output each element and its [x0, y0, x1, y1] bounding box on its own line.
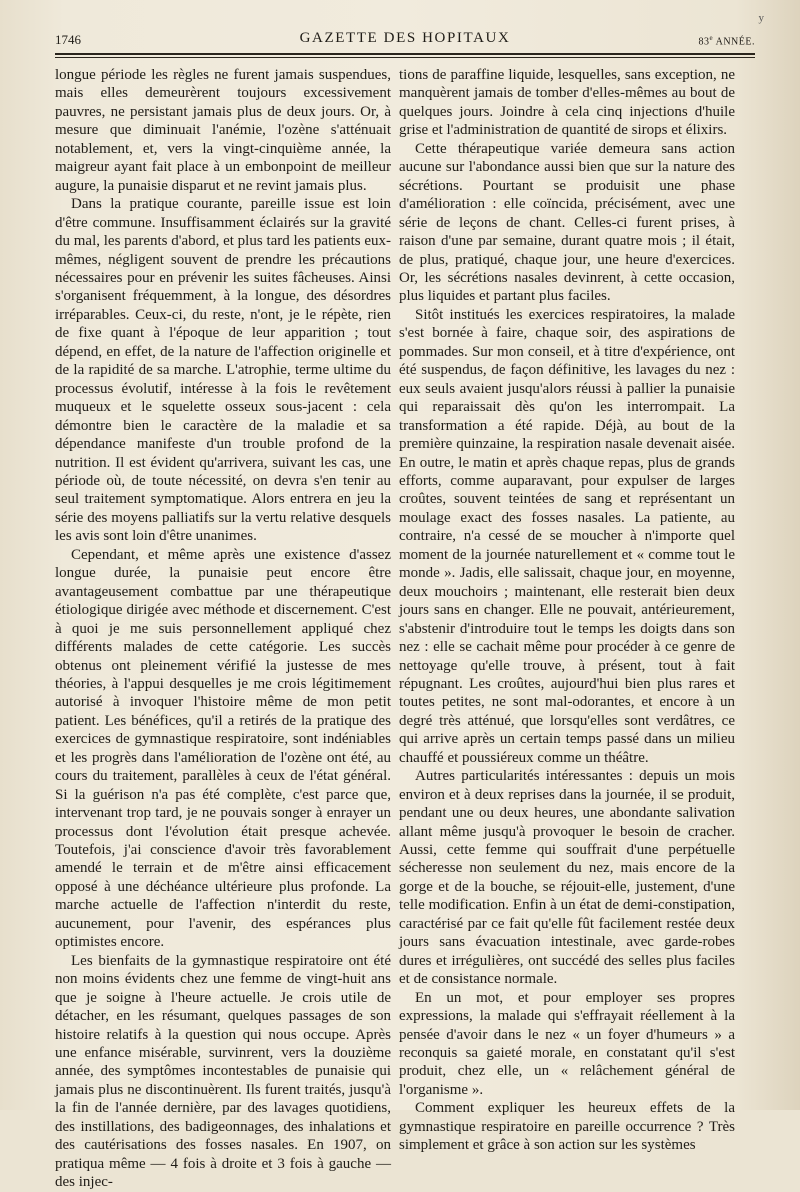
journal-title: GAZETTE DES HOPITAUX — [299, 30, 511, 46]
paragraph: longue période les règles ne furent jamais suspendues, mais elles demeurèrent toujours excessivement pauvres, ne persistant jamais plus de deux jours. Or, à mesure que diminuait l'anémie, l'ozène s'atténuait notablement, et, vers la vingt-cinquième année, la maigreur ayant fait place à un embonpoint de meilleur augure, la punaisie disparut et ne revint jamais plus. — [55, 67, 391, 194]
paragraph: Les bienfaits de la gymnastique respiratoire ont été non moins évidents chez une femme de vingt-huit ans que je soigne à l'heure actuelle. Je crois utile de détacher, en les résumant, quelques passages de son histoire relatifs à la question qui nous occupe. Après une enfance misérable, survinrent, vers la douzième année, des symptômes incontestables de punaisie qui jamais plus ne discontinuèrent. Ils furent traités, jusqu'à la fin de l'année dernière, par des lavages quotidiens, des instillations, des badigeonnages, des inhalations et des cautérisations des fosses nasales. En 1907, on pratiqua même — 4 fois à droite et 3 fois à gauche — des injec- — [55, 952, 391, 1191]
paragraph: Autres particularités intéressantes : depuis un mois environ et à deux reprises dans la journée, il se produit, pendant une ou deux heures, une abondante salivation allant même jusqu'à provoquer le besoin de cracher. Aussi, cette femme qui souffrait d'une perpétuelle sécheresse non seulement du nez, mais encore de la gorge et de la bouche, se réjouit-elle, justement, d'une telle modification. Enfin à un état de demi-constipation, caractérisé par ce fait qu'elle fût facilement restée deux jours sans évacuation intestinale, avec garde-robes dures et irrégulières, ont succédé des selles plus faciles et de consistance normale. — [399, 768, 735, 988]
issue-year: 83e ANNÉE. — [698, 34, 755, 48]
paragraph: Cependant, et même après une existence d'assez longue durée, la punaisie peut encore être avantageusement combattue par une thérapeutique étiologique dirigée avec méthode et discernement. C'est à quoi je me suis personnellement appliqué chez différents malades de cette catégorie. Les succès obtenus ont pleinement vérifié la justesse de mes théories, à l'appui desquelles je me crois légitimement autorisé à invoquer l'histoire même de mon petit patient. Les bénéfices, qu'il a retirés de la pratique des exercices de gymnastique respiratoire, sont indéniables et les progrès dans l'amélioration de l'ozène ont été, au cours du traitement, parallèles à ceux de l'état général. Si la guérison n'a pas été complète, c'est parce que, intervenant trop tard, je ne pouvais songer à enrayer un processus dont l'évolution était presque achevée. Toutefois, j'ai conscience d'avoir très favorablement amendé le terrain et de m'être ainsi efficacement opposé à une déchéance ultérieure plus profonde. La marche actuelle de l'affection n'interdit du reste, aucunement, pour l'avenir, des espérances plus optimistes encore. — [55, 546, 391, 951]
page-number: 1746 — [55, 32, 81, 47]
paragraph: Comment expliquer les heureux effets de la gymnastique respiratoire en pareille occurrence ? Très simplement et grâce à son action sur les systèmes — [399, 1100, 735, 1154]
paragraph: Dans la pratique courante, pareille issue est loin d'être commune. Insuffisamment éclairés sur la gravité du mal, les parents d'abord, et plus tard les patients eux-mêmes, négligent souvent de prendre les précautions nécessaires pour en prévenir les suites fâcheuses. Ainsi s'organisent fréquemment, à la longue, des désordres irréparables. Ceux-ci, du reste, n'ont, je le répète, rien de fixe quant à l'époque de leur apparition ; tout dépend, en effet, de la nature de l'affection originelle et de la rapidité de sa marche. L'atrophie, terme ultime du processus évolutif, intéresse à la fois le revêtement muqueux et le squelette osseux sous-jacent : cela démontre bien le caractère de la maladie et sa dépendance manifeste d'un trouble profond de la nutrition. Il est évident qu'arrivera, suivant les cas, une période où, de toute nécessité, on devra s'en tenir au seul traitement symptomatique. Alors entrera en jeu la série des moyens palliatifs sur la vertu relative desquels les avis sont loin d'être unanimes. — [55, 196, 391, 545]
header-rule — [55, 53, 755, 55]
paragraph: tions de paraffine liquide, lesquelles, sans exception, ne manquèrent jamais de tomber d'elles-mêmes au bout de quelques jours. Joindre à cela cinq injections d'huile grise et l'administration de quantité de sirops et élixirs. — [399, 67, 735, 139]
right-column — [399, 66, 735, 1155]
paragraph: Cette thérapeutique variée demeura sans action aucune sur l'abondance aussi bien que sur la nature des sécrétions. Pourtant se produisit une phase d'amélioration : elle coïncida, précisément, avec une série de leçons de chant. Celles-ci furent prises, à raison d'une par semaine, durant quatre mois ; il était, de plus, pratiqué, chaque jour, une heure d'exercices. Or, les sécrétions nasales devinrent, à cette occasion, plus liquides et partant plus faciles. — [399, 140, 735, 305]
paragraph: Sitôt institués les exercices respiratoires, la malade s'est bornée à faire, chaque soir, des aspirations de pommades. Sur mon conseil, et à titre d'expérience, ont été suspendus, de façon définitive, les lavages du nez : eux seuls avaient jusqu'alors réussi à pallier la punaisie qui reparaissait dès qu'on les interrompait. La transformation a été rapide. Déjà, au bout de la première quinzaine, la respiration nasale devenait aisée. En outre, le matin et après chaque repas, plus de grands efforts, comme auparavant, pour expulser de larges croûtes, souvent teintées de sang et représentant un moulage exact des fosses nasales. La patiente, au contraire, n'a cessé de se moucher à n'importe quel moment de la journée naturellement et « comme tout le monde ». Jadis, elle salissait, chaque jour, en moyenne, deux mouchoirs ; maintenant, elle resterait bien deux jours sans en changer. Elle ne pouvait, antérieurement, s'abstenir d'introduire tout le temps les doigts dans son nez : elle se cachait même pour procéder à ce genre de nettoyage qu'elle trouve, à présent, tout à fait répugnant. Les croûtes, aujourd'hui bien plus rares et toutes petites, ne sont mal-odorantes, et encore à un degré très atténué, que lorsqu'elles sont verdâtres, ce qui arrive après un certain temps passé dans un milieu chauffé et poussiéreux comme un théâtre. — [399, 306, 735, 766]
header-rule-thin — [55, 57, 755, 58]
page-header — [55, 28, 755, 50]
left-column — [55, 66, 391, 1192]
corner-mark: y — [758, 12, 764, 24]
paragraph: En un mot, et pour employer ses propres expressions, la malade qui s'effrayait réellement à la pensée d'avoir dans le nez « un foyer d'humeurs » a reconquis sa gaieté morale, en constatant qu'il s'est produit, chez elle, un « relâchement général de l'organisme ». — [399, 989, 735, 1098]
